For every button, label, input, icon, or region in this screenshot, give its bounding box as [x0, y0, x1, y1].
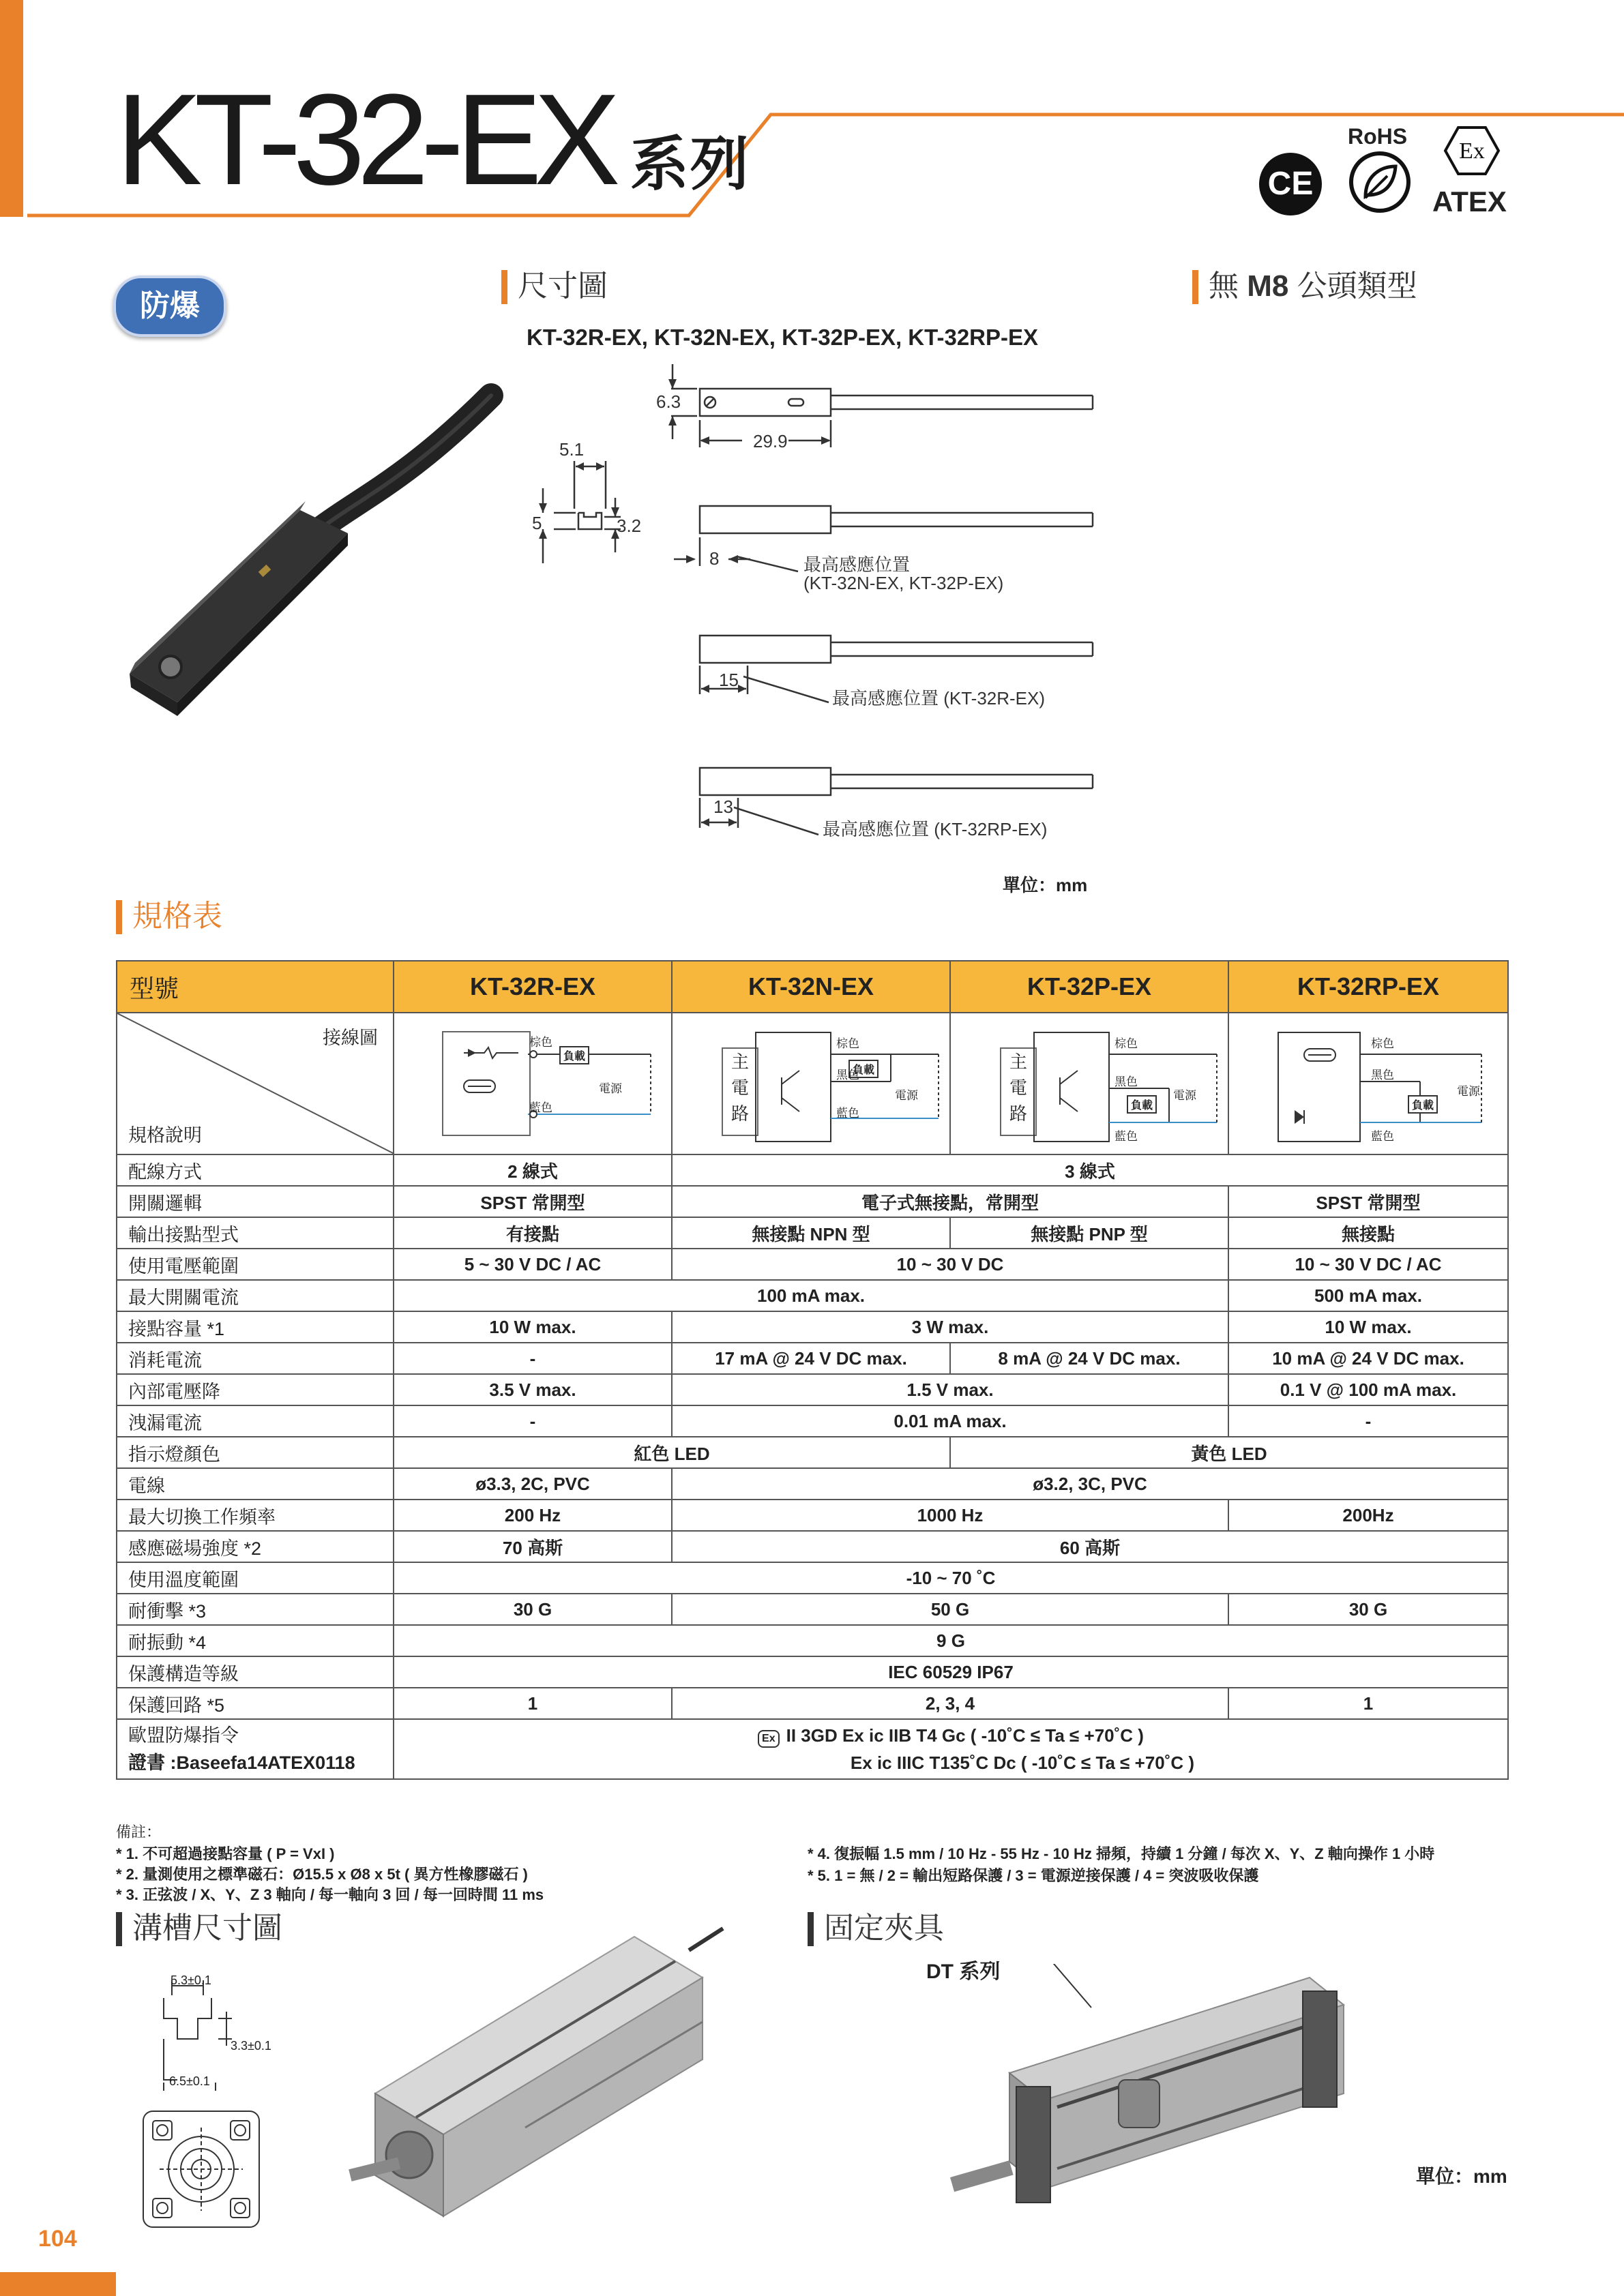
load-box-n: 負載: [848, 1060, 879, 1078]
atex-line1: [398, 1722, 1503, 1749]
circuit-char2-n: 路: [730, 1103, 749, 1124]
cell: 1000 Hz: [672, 1500, 1228, 1531]
main-char-n: 主: [730, 1052, 749, 1072]
cell: ø3.2, 3C, PVC: [672, 1468, 1508, 1500]
dim-13: 13: [713, 796, 733, 817]
note-3: * 3. 正弦波 / X、Y、Z 3 軸向 / 每一軸向 3 回 / 每一回時間 11 ms: [116, 1886, 544, 1903]
main-circuit-box-n: [722, 1047, 758, 1136]
table-row: [117, 1500, 1508, 1531]
dimension-title: 尺寸圖: [501, 267, 608, 305]
row-label: 耐衝擊 *3: [117, 1594, 394, 1625]
circuit-char1-p: 電: [1009, 1077, 1027, 1098]
atex-text: ATEX: [1432, 185, 1507, 218]
wiring-diagram-n: [672, 1013, 950, 1154]
brown-label-n: 棕色: [836, 1037, 859, 1050]
groove-dim-2: 3.3±0.1: [231, 2039, 271, 2053]
cell: -: [1228, 1405, 1508, 1437]
brown-label-p: 棕色: [1114, 1037, 1138, 1050]
cell: 30 G: [394, 1594, 672, 1625]
header-kt-32p-ex: KT-32P-EX: [950, 961, 1228, 1013]
rohs-leaf-icon: [1349, 151, 1411, 213]
cell: -: [394, 1405, 672, 1437]
dimension-models: KT-32R-EX, KT-32N-EX, KT-32P-EX, KT-32RP-EX: [527, 325, 1039, 350]
table-row: [117, 1405, 1508, 1437]
explosion-proof-badge: 防爆: [113, 275, 226, 337]
connector-type-title: [1192, 267, 1417, 305]
cell: 0.01 mA max.: [672, 1405, 1228, 1437]
cell: 有接點: [394, 1217, 672, 1249]
groove-dim-1: 5.3±0.1: [171, 1973, 211, 1987]
cell: 10 W max.: [394, 1311, 672, 1343]
wiring-label: 接線圖: [323, 1028, 378, 1048]
load-box-p: 負載: [1127, 1095, 1157, 1114]
clamp-series-text: DT 系列: [926, 1960, 1001, 1983]
ce-logo: CE: [1259, 153, 1322, 215]
note-4: * 4. 復振幅 1.5 mm / 10 Hz - 55 Hz - 10 Hz 掃頻，持續 1 分鐘 / 每次 X、Y、Z 軸向操作 1 小時: [808, 1845, 1435, 1862]
main-char-p: 主: [1009, 1052, 1027, 1072]
cell: 0.1 V @ 100 mA max.: [1228, 1374, 1508, 1405]
table-row: [117, 1249, 1508, 1280]
atex-value-cell: [394, 1719, 1508, 1779]
load-box-rp: 負載: [1408, 1095, 1438, 1114]
cell: 無接點 NPN 型: [672, 1217, 950, 1249]
row-label: 最大切換工作頻率: [117, 1500, 394, 1531]
wiring-diagonal-cell: [117, 1013, 394, 1154]
dim-15: 15: [719, 670, 739, 690]
cell: ø3.3, 2C, PVC: [394, 1468, 672, 1500]
row-label: 消耗電流: [117, 1343, 394, 1374]
cell: 1.5 V max.: [672, 1374, 1228, 1405]
header-model: 型號: [117, 961, 394, 1013]
table-row: [117, 1594, 1508, 1625]
cell: IEC 60529 IP67: [394, 1656, 1508, 1688]
groove-dim-3: 6.5±0.1: [169, 2074, 210, 2088]
power-label-r: 電源: [599, 1082, 622, 1095]
sensor-photo: [123, 382, 505, 723]
page-title-suffix: 系列: [630, 132, 750, 197]
table-row: [117, 1531, 1508, 1562]
cell: 60 高斯: [672, 1531, 1508, 1562]
row-label: 指示燈顏色: [117, 1437, 394, 1468]
cell: 10 W max.: [1228, 1311, 1508, 1343]
dim-29-9: 29.9: [753, 431, 788, 451]
atex-line1-text: II 3GD Ex ic IIB T4 Gc ( -10˚C ≤ Ta ≤ +70˚C ): [786, 1725, 1144, 1746]
cell: 10 ~ 30 V DC: [672, 1249, 1228, 1280]
cell: 電子式無接點，常開型: [672, 1186, 1228, 1217]
cell: 30 G: [1228, 1594, 1508, 1625]
row-label: 電線: [117, 1468, 394, 1500]
wiring-diagram-r: [394, 1013, 672, 1154]
footer-bar: [0, 2272, 116, 2296]
ex-small-icon: Ex: [758, 1730, 780, 1748]
power-label-p: 電源: [1173, 1089, 1196, 1102]
table-row: [117, 1468, 1508, 1500]
cell: 無接點: [1228, 1217, 1508, 1249]
cell: 5 ~ 30 V DC / AC: [394, 1249, 672, 1280]
wiring-diagram-p: [950, 1013, 1228, 1154]
sensing-position-np: 最高感應位置: [803, 554, 911, 575]
cell: 200 Hz: [394, 1500, 672, 1531]
cell: 9 G: [394, 1625, 1508, 1656]
blue-label-r: 藍色: [529, 1101, 552, 1114]
cylinder-section-drawing: [136, 2104, 266, 2234]
page-title: KT-32-EX 系列: [116, 68, 750, 212]
table-row: [117, 1280, 1508, 1311]
cell: 8 mA @ 24 V DC max.: [950, 1343, 1228, 1374]
power-label-rp: 電源: [1457, 1085, 1480, 1098]
table-row: [117, 1656, 1508, 1688]
spec-title: 規格表: [116, 897, 222, 936]
black-label-p: 黑色: [1114, 1075, 1138, 1088]
cylinder-photo: [334, 1923, 757, 2223]
note-5: * 5. 1 = 無 / 2 = 輸出短路保護 / 3 = 電源逆接保護 / 4 = 突波吸收保護: [808, 1867, 1259, 1884]
cell: 3 W max.: [672, 1311, 1228, 1343]
table-row: [117, 1374, 1508, 1405]
cell: 70 高斯: [394, 1531, 672, 1562]
cell: 2, 3, 4: [672, 1688, 1228, 1719]
sensing-position-rp: 最高感應位置 (KT-32RP-EX): [823, 819, 1048, 839]
row-label: 洩漏電流: [117, 1405, 394, 1437]
table-row: [117, 1343, 1508, 1374]
black-label-n: 黑色: [836, 1069, 859, 1082]
circuit-char1-n: 電: [730, 1077, 749, 1098]
dim-6-3: 6.3: [656, 391, 681, 412]
row-label: 輸出接點型式: [117, 1217, 394, 1249]
cell: 1: [394, 1688, 672, 1719]
blue-label-rp: 藍色: [1371, 1130, 1394, 1143]
row-label: 開關邏輯: [117, 1186, 394, 1217]
circuit-char2-p: 路: [1009, 1103, 1027, 1124]
table-row: [117, 1437, 1508, 1468]
rohs-text: RoHS: [1348, 124, 1408, 149]
header-kt-32rp-ex: KT-32RP-EX: [1228, 961, 1508, 1013]
cell: SPST 常開型: [394, 1186, 672, 1217]
ex-hexagon-text: Ex: [1459, 138, 1485, 164]
clamp-photo: [934, 1964, 1398, 2223]
cell: 100 mA max.: [394, 1280, 1228, 1311]
cell: -10 ~ 70 ˚C: [394, 1562, 1508, 1594]
reed-switch-icon: [443, 1032, 529, 1135]
brown-label-r: 棕色: [529, 1036, 552, 1049]
table-row: [117, 1217, 1508, 1249]
row-label: 使用電壓範圍: [117, 1249, 394, 1280]
note-1: * 1. 不可超過接點容量 ( P = VxI ): [116, 1845, 335, 1862]
cell: 17 mA @ 24 V DC max.: [672, 1343, 950, 1374]
table-row: [117, 1154, 1508, 1186]
wiring-diagram-rp: [1228, 1013, 1508, 1154]
cell: 2 線式: [394, 1154, 672, 1186]
header-kt-32r-ex: KT-32R-EX: [394, 961, 672, 1013]
table-row: [117, 1562, 1508, 1594]
row-label: 保護回路 *5: [117, 1688, 394, 1719]
main-circuit-box-p: [1000, 1047, 1037, 1136]
blue-label-n: 藍色: [836, 1107, 859, 1120]
blue-label-p: 藍色: [1114, 1130, 1138, 1143]
dimension-unit: 單位：mm: [1003, 875, 1088, 895]
reed-box: [442, 1031, 531, 1136]
cell: 3.5 V max.: [394, 1374, 672, 1405]
dim-3-2: 3.2: [617, 516, 642, 536]
header-kt-32n-ex: KT-32N-EX: [672, 961, 950, 1013]
table-row: [117, 1186, 1508, 1217]
sensing-position-np-models: (KT-32N-EX, KT-32P-EX): [803, 573, 1004, 593]
clamp-title: 固定夾具: [808, 1909, 944, 1948]
row-label: 最大開關電流: [117, 1280, 394, 1311]
table-row: [117, 1625, 1508, 1656]
spec-table: [116, 960, 1509, 1780]
row-label: 接點容量 *1: [117, 1311, 394, 1343]
dim-8: 8: [709, 548, 720, 569]
cell: 黃色 LED: [950, 1437, 1508, 1468]
connector-prefix: 無: [1209, 269, 1239, 303]
row-label: 感應磁場強度 *2: [117, 1531, 394, 1562]
cell: 紅色 LED: [394, 1437, 950, 1468]
row-label: 內部電壓降: [117, 1374, 394, 1405]
notes-title: 備註：: [116, 1823, 162, 1840]
connector-m8: M8: [1247, 269, 1289, 303]
table-row: [117, 1311, 1508, 1343]
atex-label-cell: [117, 1719, 394, 1779]
groove-profile-drawing: [136, 1971, 300, 2093]
brown-label-rp: 棕色: [1371, 1037, 1394, 1050]
atex-line2: Ex ic IIIC T135˚C Dc ( -10˚C ≤ Ta ≤ +70˚C ): [850, 1753, 1195, 1773]
dimension-drawing: [518, 355, 1132, 893]
table-header-row: [117, 961, 1508, 1013]
load-box-r: 負載: [559, 1046, 589, 1064]
cell: 500 mA max.: [1228, 1280, 1508, 1311]
groove-title: 溝槽尺寸圖: [116, 1909, 282, 1948]
cell: 無接點 PNP 型: [950, 1217, 1228, 1249]
cell: 10 mA @ 24 V DC max.: [1228, 1343, 1508, 1374]
table-row: [117, 1688, 1508, 1719]
row-label: 使用溫度範圍: [117, 1562, 394, 1594]
row-label: 耐振動 *4: [117, 1625, 394, 1656]
connector-suffix: 公頭類型: [1297, 269, 1417, 303]
ex-hexagon-icon: [1443, 125, 1501, 176]
page-number: 104: [38, 2226, 77, 2252]
row-label: 配線方式: [117, 1154, 394, 1186]
cell: 200Hz: [1228, 1500, 1508, 1531]
dim-5-1: 5.1: [559, 439, 585, 460]
cell: SPST 常開型: [1228, 1186, 1508, 1217]
power-label-n: 電源: [895, 1089, 918, 1102]
cell: 50 G: [672, 1594, 1228, 1625]
clamp-unit: 單位：mm: [1416, 2166, 1507, 2187]
black-label-rp: 黑色: [1371, 1069, 1394, 1082]
note-2: * 2. 量測使用之標準磁石：Ø15.5 x Ø8 x 5t ( 異方性橡膠磁石 ): [116, 1866, 528, 1883]
sensing-position-r: 最高感應位置 (KT-32R-EX): [832, 688, 1046, 709]
cell: -: [394, 1343, 672, 1374]
cell: 10 ~ 30 V DC / AC: [1228, 1249, 1508, 1280]
table-row-atex: [117, 1719, 1508, 1779]
atex-label-line1: 歐盟防爆指令: [128, 1725, 239, 1746]
wiring-row: [117, 1013, 1508, 1154]
cell: 3 線式: [672, 1154, 1508, 1186]
atex-label-line2: 證書 :Baseefa14ATEX0118: [128, 1753, 355, 1773]
cell: 1: [1228, 1688, 1508, 1719]
row-label: 保護構造等級: [117, 1656, 394, 1688]
desc-label: 規格說明: [128, 1125, 202, 1146]
dim-5: 5: [532, 513, 542, 533]
